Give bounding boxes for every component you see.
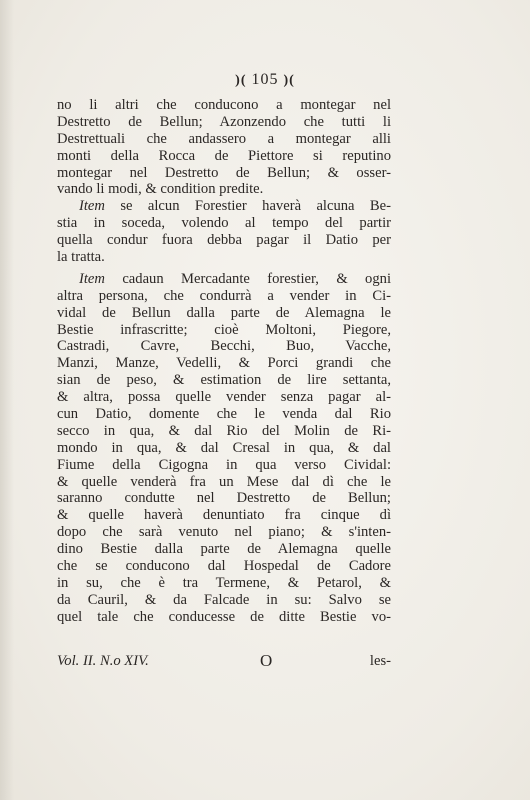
line-text: monti della Rocca de Piettore si reputino [57, 147, 391, 164]
text-line [57, 575, 391, 592]
signature-mark: O [260, 651, 273, 670]
line-text: & altra, possa quelle vender senza pagar al- [57, 389, 391, 406]
text-line [57, 457, 391, 474]
line-text: da Cauril, & da Falcade in su: Salvo se [57, 591, 391, 608]
text-line [57, 288, 391, 305]
line-text: stia in soceda, volendo al tempo del partir [57, 215, 391, 232]
line-text: la tratta. [57, 249, 105, 266]
line-text: altra persona, che condurrà a vender in Ci- [57, 287, 391, 304]
line-text: Fiume della Cigogna in qua verso Cividal: [57, 456, 391, 473]
text-line [57, 148, 391, 165]
text-line [57, 305, 391, 322]
line-text: saranno condutte nel Destretto de Bellun; [57, 490, 391, 507]
text-line [57, 131, 391, 148]
line-text: Manzi, Manze, Vedelli, & Porci grandi che [57, 355, 391, 372]
text-line [57, 215, 391, 232]
header-ornament-right: )( [283, 73, 295, 88]
text-line [57, 271, 391, 288]
line-text: Destrettuali che andassero a montegar alli [57, 130, 391, 147]
line-text: Bestie infrascritte; cioè Moltoni, Piegore, [57, 321, 391, 338]
text-line [57, 232, 391, 249]
line-text: mondo in qua, & dal Cresal in qua, & dal [57, 439, 391, 456]
line-text: Castradi, Cavre, Becchi, Buo, Vacche, [57, 338, 391, 355]
page-footer [57, 653, 391, 673]
gutter-shadow [0, 0, 14, 800]
italic-keyword: Item [79, 270, 105, 287]
text-line [57, 541, 391, 558]
text-line [57, 355, 391, 372]
text-line [57, 338, 391, 355]
line-text: vando li modi, & condition predite. [57, 181, 264, 198]
line-text: in su, che è tra Termene, & Petarol, & [57, 574, 391, 591]
text-line [57, 198, 391, 215]
page-number: 105 [251, 71, 279, 88]
line-text: montegar nel Destretto de Bellun; & osser- [57, 164, 391, 181]
line-text: se alcun Forestier haverà alcuna Be- [104, 198, 391, 215]
running-header [0, 71, 530, 89]
line-text: cun Datio, domente che le venda dal Rio [57, 406, 391, 423]
text-line [57, 372, 391, 389]
line-text: sian de peso, & estimation de lire settanta, [57, 372, 391, 389]
text-line [57, 490, 391, 507]
italic-keyword: Item [79, 198, 105, 215]
text-line [57, 406, 391, 423]
catchword: les- [369, 653, 391, 669]
line-text: vidal de Bellun dalla parte de Alemagna le [57, 304, 391, 321]
line-text: cadaun Mercadante forestier, & ogni [104, 270, 391, 287]
body-text [57, 97, 391, 626]
text-line [57, 558, 391, 575]
line-text: Destretto de Bellun; Azonzendo che tutti li [57, 113, 391, 130]
text-line [57, 97, 391, 114]
text-line [57, 474, 391, 491]
line-text: no li altri che conducono a montegar nel [57, 97, 391, 113]
volume-signature: Vol. II. N.o XIV. [57, 653, 149, 669]
text-line [57, 507, 391, 524]
text-line [57, 249, 391, 266]
text-line [57, 389, 391, 406]
text-line [57, 524, 391, 541]
line-text: secco in qua, & dal Rio del Molin de Ri- [57, 422, 391, 439]
line-text: dino Bestie dalla parte de Alemagna quelle [57, 541, 391, 558]
text-line [57, 181, 391, 198]
header-ornament-left: )( [235, 73, 247, 88]
text-line [57, 165, 391, 182]
text-line [57, 423, 391, 440]
line-text: & quelle venderà fra un Mese dal dì che le [57, 473, 391, 490]
text-line [57, 114, 391, 131]
text-line [57, 440, 391, 457]
text-line [57, 609, 391, 626]
line-text: dopo che sarà venuto nel piano; & s'inten- [57, 524, 391, 541]
line-text: che se conducono dal Hospedal de Cadore [57, 558, 391, 575]
line-text: quel tale che conducesse de ditte Bestie vo- [57, 608, 391, 625]
text-line [57, 592, 391, 609]
line-text: & quelle haverà denuntiato fra cinque dì [57, 507, 391, 524]
text-line [57, 322, 391, 339]
line-text: quella condur fuora debba pagar il Datio per [57, 232, 391, 249]
